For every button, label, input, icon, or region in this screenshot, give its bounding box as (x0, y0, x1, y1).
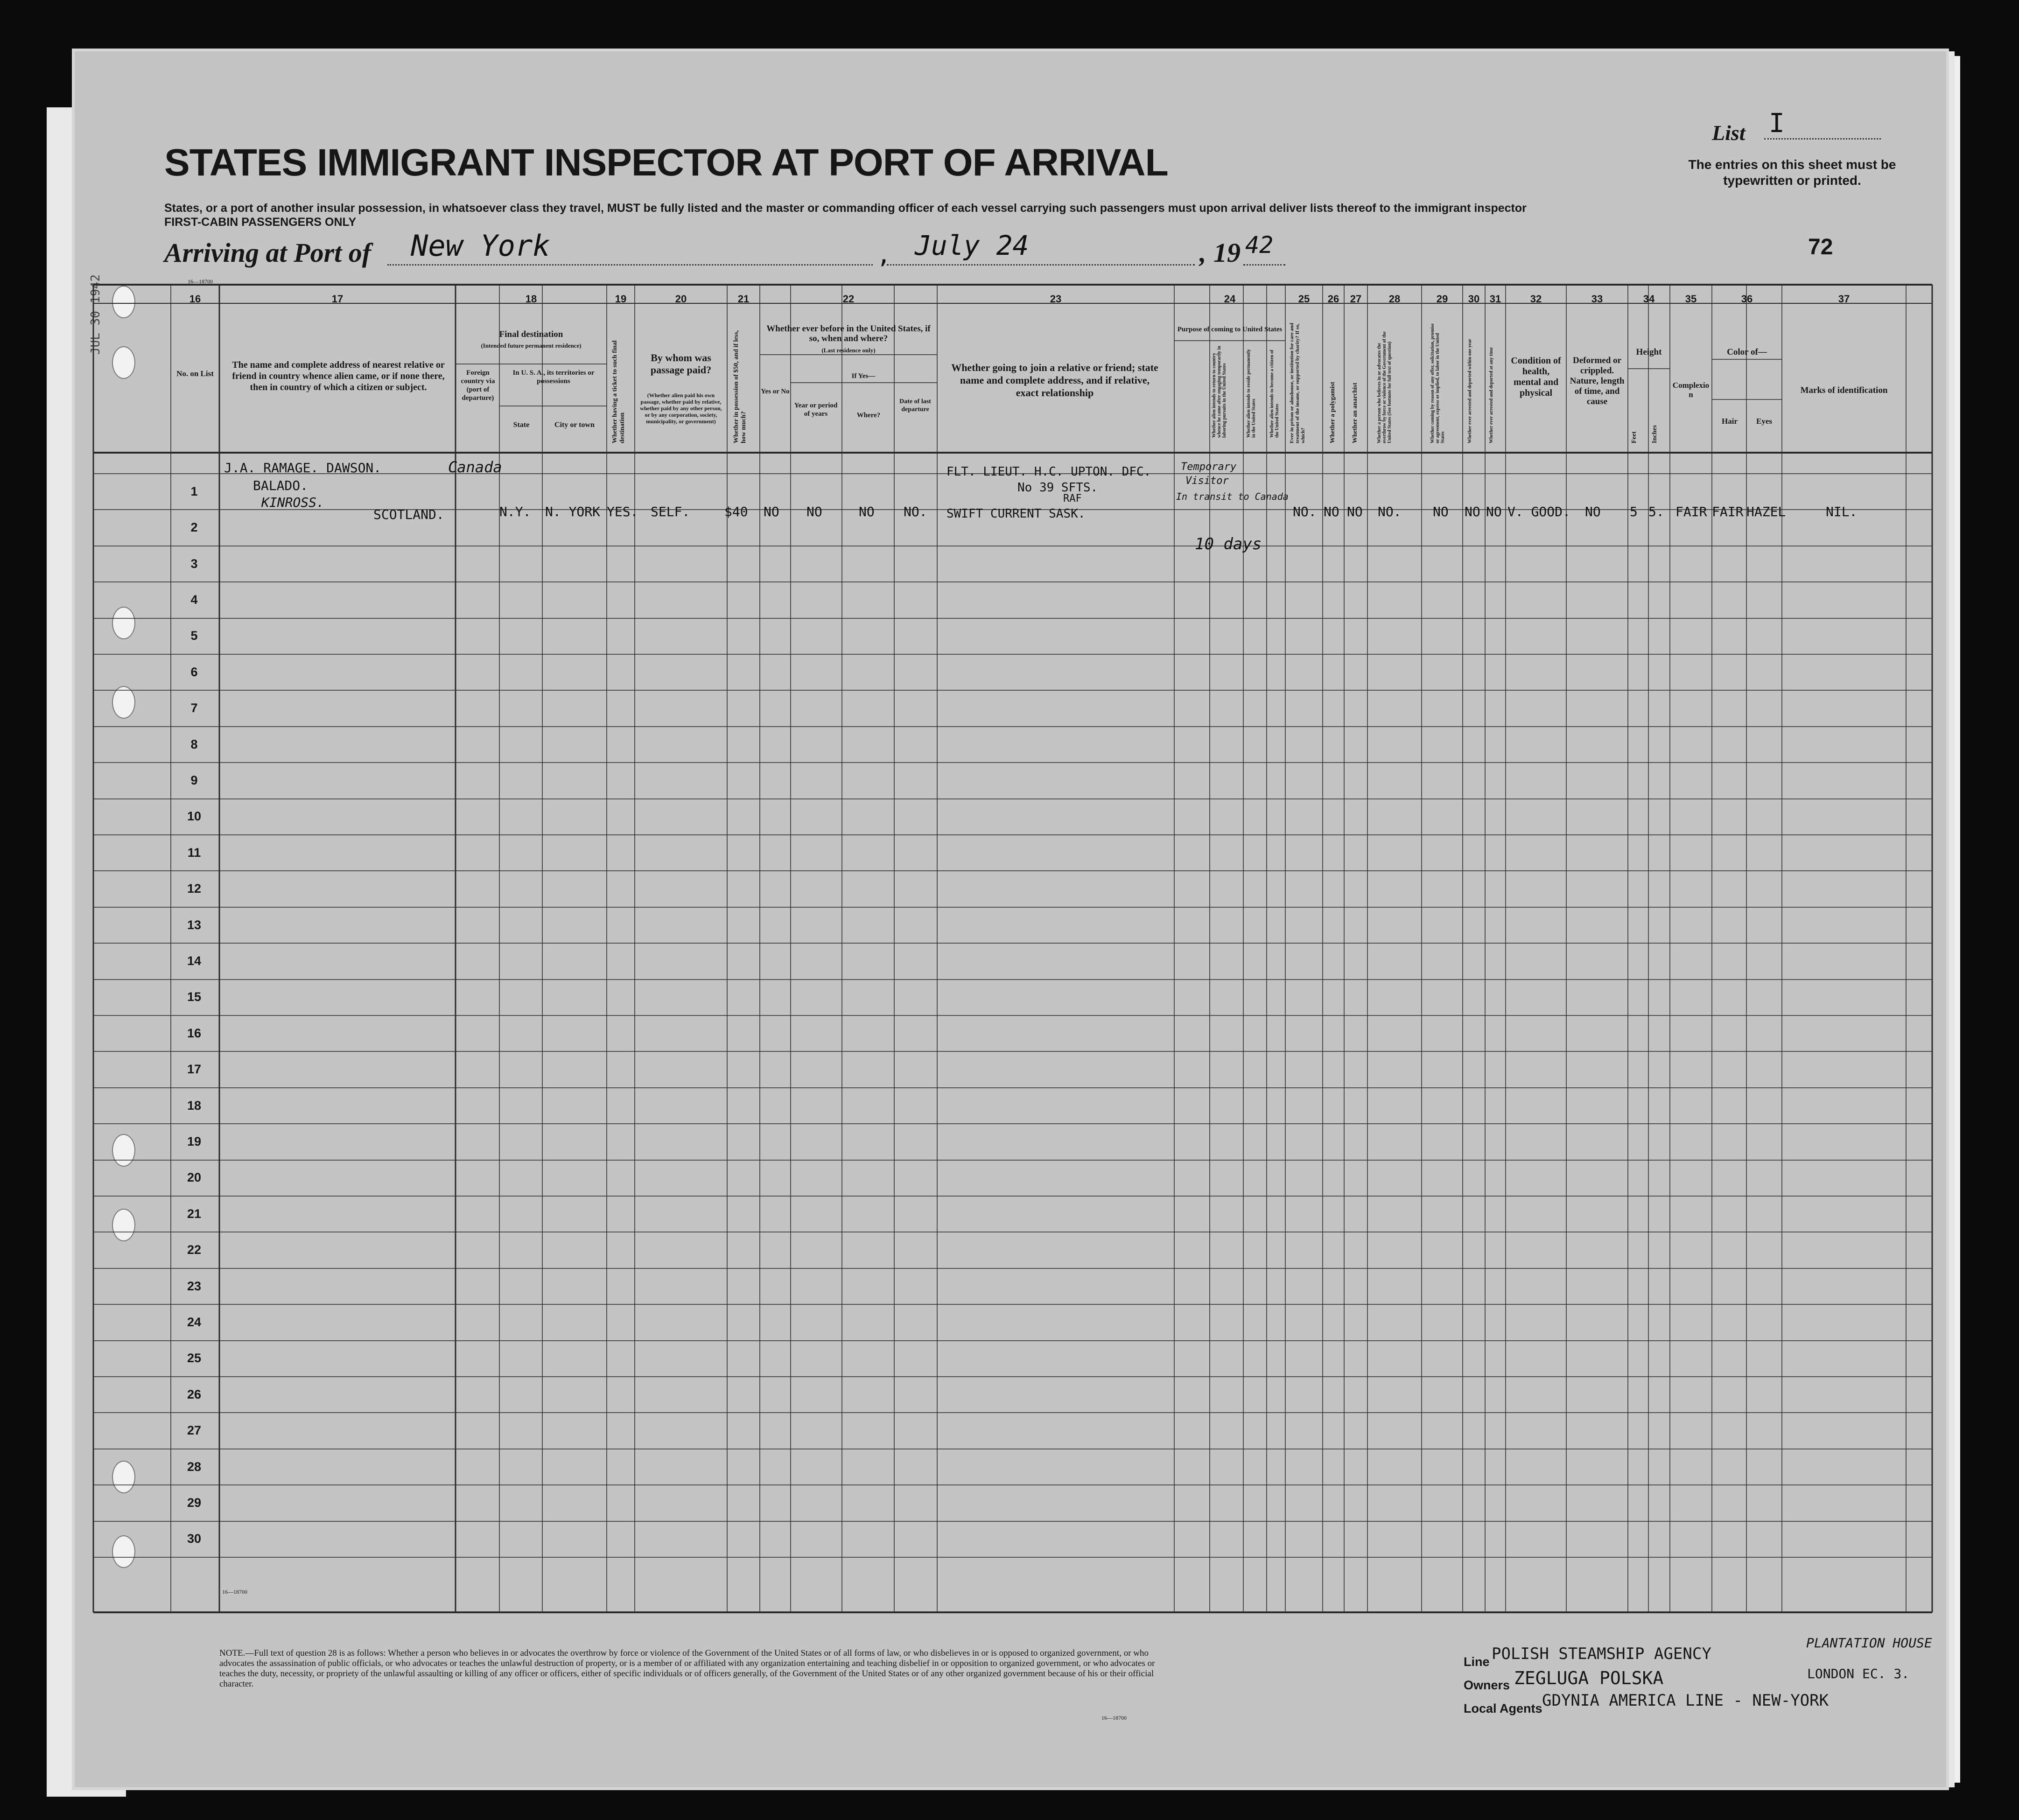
col20-label: By whom was passage paid? (650, 352, 712, 376)
paid-by: SELF. (651, 504, 690, 519)
col24-part1: Whether alien intends to return to country whence he came after engaging temporarily in laboring pursuits in the United States (1212, 346, 1227, 438)
foreign-country: Canada (448, 458, 502, 476)
col20-sublabel: (Whether alien paid his own passage, whether paid by relative, whether paid by any other person, or by any corporation, society, municipality, or government) (640, 392, 722, 425)
money: $40 (724, 504, 748, 519)
row-number: 28 (187, 1460, 202, 1474)
col18-state: State (513, 421, 530, 429)
form-number: 16—18700 (188, 278, 213, 285)
line-address: PLANTATION HOUSE (1806, 1635, 1932, 1651)
row-number: 16 (187, 1026, 202, 1040)
join-line1: FLT. LIEUT. H.C. UPTON. DFC. (946, 465, 1151, 479)
col36-label: Color of— (1727, 347, 1767, 357)
col24-part2: Whether alien intends to reside permanently in the United States (1246, 349, 1256, 438)
col-num-20: 20 (675, 293, 687, 305)
col37-label: Marks of identification (1800, 385, 1888, 395)
row-number: 1 (190, 484, 198, 498)
join-line3: RAF (1063, 493, 1082, 504)
col-num-22: 22 (842, 293, 855, 305)
purpose-line1: Temporary (1181, 461, 1237, 473)
row-number: 3 (190, 557, 198, 571)
comma: , (1199, 238, 1206, 268)
col-num-37: 37 (1838, 293, 1850, 305)
col-num-19: 19 (615, 293, 627, 305)
form-subtitle: States, or a port of another insular possession, in whatsoever class they travel, MUST be fully listed and the master or commanding officer of each vessel carrying such passengers must upon arrival deliver lists thereof to the immigrant inspector (164, 202, 1527, 215)
q29-value: NO (1433, 504, 1449, 519)
comma: , (876, 241, 891, 269)
q30-value: NO (1465, 504, 1480, 519)
col23-label: Whether going to join a relative or friend; state name and complete address, and if relative, exact relationship (951, 362, 1158, 399)
col36-eyes: Eyes (1756, 417, 1772, 426)
relative-line4: SCOTLAND. (373, 507, 444, 522)
row-number: 14 (187, 954, 202, 968)
join-line4: SWIFT CURRENT SASK. (946, 507, 1086, 521)
row-number: 11 (187, 846, 201, 860)
col-num-34: 34 (1643, 293, 1655, 305)
col-num-36: 36 (1741, 293, 1753, 305)
eyes-value: HAZEL (1746, 504, 1786, 519)
col25-label: Ever in prison or almshouse, or institution for care and treatment of the insane, or supported by charity? If so, which? (1289, 322, 1306, 443)
relative-line1: J.A. RAMAGE. DAWSON. (224, 460, 382, 476)
col22-sublabel: (Last residence only) (821, 347, 876, 354)
col18-usa: In U. S. A., its territories or possessions (512, 369, 595, 385)
col26-label: Whether a polygamist (1329, 382, 1336, 443)
join-line2: No 39 SFTS. (1017, 481, 1098, 495)
col-num-23: 23 (1050, 293, 1062, 305)
typewritten-note: The entries on this sheet must be typewritten or printed. (1688, 157, 1896, 188)
col36-hair: Hair (1722, 417, 1738, 426)
row-number: 18 (187, 1099, 202, 1113)
col22-ifyes: If Yes— (851, 372, 876, 380)
agents-label: Local Agents (1464, 1701, 1542, 1715)
col17-label: The name and complete address of nearest relative or friend in country whence alien came, or if none there, then in country of which a citizen or subject. (232, 360, 445, 392)
col-num-30: 30 (1468, 293, 1480, 305)
col22-years: Year or period of years (794, 402, 838, 418)
row-number: 7 (190, 701, 198, 715)
port-value: New York (411, 229, 550, 263)
row-number: 17 (187, 1062, 202, 1076)
col-num-17: 17 (331, 293, 344, 305)
row-number: 29 (187, 1496, 202, 1510)
deformed-value: NO (1585, 504, 1601, 519)
q31-value: NO (1486, 504, 1502, 519)
row-number: 22 (187, 1243, 202, 1257)
col33-label: Deformed or crippled. Nature, length of time, and cause (1570, 356, 1625, 406)
col-num-21: 21 (737, 293, 750, 305)
date-value: July 24 (915, 230, 1029, 261)
row-number: 13 (187, 918, 202, 932)
col22-label: Whether ever before in the United States, if so, when and where? (766, 324, 931, 343)
col-num-24: 24 (1224, 293, 1236, 305)
row-number: 27 (187, 1423, 202, 1437)
receipt-stamp: JUL 30 1942 (89, 274, 103, 355)
purpose-line3: In transit to Canada (1176, 491, 1289, 502)
departure-date: NO. (904, 504, 927, 519)
owners-address: LONDON EC. 3. (1807, 1666, 1910, 1681)
row-number: 6 (190, 665, 198, 679)
relative-line3: KINROSS. (261, 495, 324, 510)
col24-part3: Whether alien intends to become a citizen of the United States (1269, 350, 1280, 438)
q28-value: NO. (1378, 504, 1402, 519)
col-num-25: 25 (1298, 293, 1310, 305)
row-number: 23 (187, 1279, 202, 1293)
col-num-29: 29 (1436, 293, 1448, 305)
relative-line2: BALADO. (253, 478, 308, 493)
owners-value: ZEGLUGA POLSKA (1514, 1668, 1664, 1688)
col-num-16: 16 (189, 293, 201, 305)
col24-label: Purpose of coming to United States (1177, 326, 1283, 333)
owners-label: Owners (1464, 1678, 1510, 1692)
ticket-value: YES. (607, 504, 638, 519)
col34-label: Height (1636, 347, 1662, 357)
col-num-32: 32 (1530, 293, 1542, 305)
col-num-26: 26 (1327, 293, 1339, 305)
col18-city: City or town (554, 421, 595, 429)
purpose-line4: 10 days (1195, 535, 1262, 553)
form-number-bottom: 16—18700 (1101, 1715, 1127, 1721)
row-number: 21 (187, 1207, 202, 1221)
line-value: POLISH STEAMSHIP AGENCY (1492, 1645, 1711, 1663)
row-number: 4 (190, 593, 198, 607)
col28-label: Whether a person who believes in or advocates the overthrow by force or violence of the Government of the United States (See footnote for full text of question) (1377, 331, 1392, 443)
row-number: 12 (187, 882, 202, 896)
year-suffix: 42 (1245, 231, 1274, 259)
col-num-35: 35 (1685, 293, 1697, 305)
col21-label: Whether in possession of $50, and if less, how much? (733, 330, 747, 443)
row-number: 26 (187, 1387, 202, 1401)
purpose-line2: Visitor (1185, 475, 1229, 487)
col35-label: Complexion (1672, 381, 1710, 399)
list-label: List (1712, 121, 1746, 145)
prison-value: NO. (1293, 504, 1317, 519)
row-number: 19 (187, 1134, 202, 1148)
dest-city: N. YORK (545, 504, 601, 519)
feet-value: 5 (1630, 504, 1638, 519)
row-number: 15 (187, 990, 202, 1004)
arriving-label: Arriving at Port of (164, 238, 372, 268)
col34-inches: Inches (1651, 425, 1658, 443)
col16-label: No. on List (176, 369, 214, 378)
ever-before: NO (764, 504, 779, 519)
dest-state: N.Y. (499, 504, 531, 519)
row-number: 25 (187, 1351, 202, 1365)
year-prefix: 19 (1213, 238, 1241, 268)
footnote-q28: NOTE.—Full text of question 28 is as follows: Whether a person who believes in or advocates the overthrow by force or violence of the Government of the United States or of all forms of law, or who disbelieves in or is opposed to organized government, or who advocates the assassination of public officials, or who advocates or teaches the unlawful destruction of property, or is a member of or affiliated with any organization entertaining and teaching disbelief in or opposition to organized government, or who advocates or teaches the duty, necessity, or propriety of the unlawful assaulting or killing of any officer or officers, either of specific individuals or of officers generally, of the Government of the United States or of any other organized government because of his or their official character. (219, 1648, 1155, 1689)
row-number: 10 (187, 809, 202, 823)
col31-label: Whether ever arrested and deported at any time (1489, 347, 1494, 443)
col29-label: Whether coming by reason of any offer, solicitation, promise or agreement, express or implied, to labor in the United States (1430, 323, 1445, 443)
row-number: 8 (190, 737, 198, 751)
marks-value: NIL. (1826, 504, 1858, 519)
years-value: NO (806, 504, 822, 519)
complexion-value: FAIR (1675, 504, 1707, 519)
col18-label: Final destination (499, 329, 563, 339)
line-label: Line (1464, 1655, 1490, 1669)
list-value: I (1769, 108, 1785, 139)
col19-label: Whether having a ticket to such final destination (611, 340, 626, 443)
col-num-28: 28 (1388, 293, 1401, 305)
class-line: FIRST-CABIN PASSENGERS ONLY (164, 216, 357, 229)
col34-feet: Feet (1631, 431, 1638, 443)
row-number: 30 (187, 1532, 202, 1546)
form-title: STATES IMMIGRANT INSPECTOR AT PORT OF ARRIVAL (164, 141, 1168, 184)
col30-label: Whether ever arrested and deported within one year (1467, 338, 1472, 443)
col22-where: Where? (856, 412, 881, 419)
hair-value: FAIR (1712, 504, 1744, 519)
col22-yesno: Yes or No (761, 388, 790, 395)
row-number: 20 (187, 1170, 202, 1184)
row-number: 2 (190, 520, 198, 534)
row-number: 5 (190, 629, 198, 643)
col18-foreign: Foreign country via (port of departure) (461, 369, 495, 402)
row-number: 24 (187, 1315, 202, 1329)
form-number-grid: 16—18700 (222, 1589, 247, 1595)
page-number: 72 (1808, 235, 1833, 259)
anarchist-value: NO (1347, 504, 1363, 519)
agents-value: GDYNIA AMERICA LINE - NEW-YORK (1542, 1691, 1829, 1710)
col-num-31: 31 (1489, 293, 1501, 305)
polygamist-value: NO (1324, 504, 1339, 519)
where-value: NO (859, 504, 875, 519)
col-num-18: 18 (525, 293, 537, 305)
col18-sublabel: (Intended future permanent residence) (481, 342, 582, 349)
inches-value: 5. (1648, 504, 1664, 519)
health-value: V. GOOD. (1507, 504, 1570, 519)
col-num-27: 27 (1350, 293, 1362, 305)
col27-label: Whether an anarchist (1352, 382, 1359, 443)
row-number: 9 (190, 773, 198, 787)
col22-date: Date of last departure (899, 398, 931, 413)
col-num-33: 33 (1591, 293, 1603, 305)
col32-label: Condition of health, mental and physical (1511, 356, 1561, 398)
